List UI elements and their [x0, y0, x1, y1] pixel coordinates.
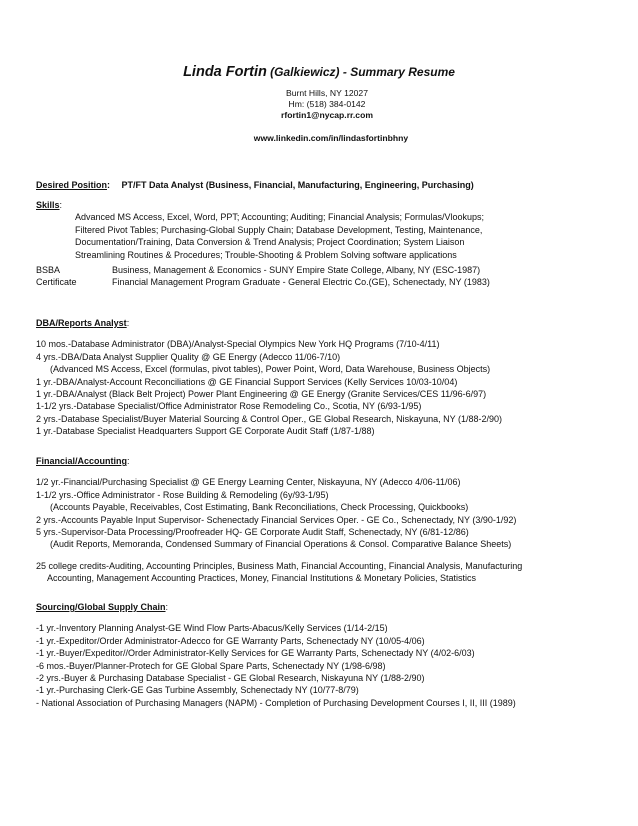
dba-section: [36, 317, 626, 438]
financial-line: 5 yrs.-Supervisor-Data Processing/Proofreader HQ- GE Corporate Audit Staff, Schenectady, NY (6/81-12/86): [36, 527, 469, 538]
financial-line: 1/2 yr.-Financial/Purchasing Specialist @ GE Energy Learning Center, Niskayuna, NY (Adecco 4/06-11/06): [36, 477, 461, 488]
dba-colon: :: [126, 318, 130, 328]
sourcing-line: -1 yr.-Expeditor/Order Administrator-Adecco for GE Warranty Parts, Schenectady NY (10/05-4/06): [36, 635, 425, 646]
education-degree: BSBA: [36, 265, 61, 275]
dba-line: 1 yr.-Database Specialist Headquarters Support GE Corporate Audit Staff (1/87-1/88): [36, 426, 375, 437]
financial-section: [36, 455, 626, 585]
candidate-name: Linda Fortin: [183, 64, 267, 80]
skills-line: Filtered Pivot Tables; Purchasing-Global Supply Chain; Database Development, Testing, Maintenance,: [75, 224, 483, 235]
sourcing-line: -1 yr.-Buyer/Expeditor//Order Administrator-Kelly Services for GE Warranty Parts, Schenectady NY (4/02-6/03): [36, 648, 475, 659]
financial-line: 2 yrs.-Accounts Payable Input Supervisor- Schenectady Financial Services Oper. - GE Co., Schenectady, NY (3/90-1/92): [36, 514, 517, 525]
skills-heading: Skills: [36, 200, 60, 210]
education-row: [36, 264, 626, 276]
financial-colon: :: [127, 456, 130, 466]
dba-line: 10 mos.-Database Administrator (DBA)/Analyst-Special Olympics New York HQ Programs (7/10-4/11): [36, 339, 440, 350]
skills-line: Documentation/Training, Data Conversion & Trend Analysis; Project Coordination; System Liaison: [75, 237, 465, 248]
dba-line: 4 yrs.-DBA/Data Analyst Supplier Quality @ GE Energy (Adecco 11/06-7/10): [36, 351, 341, 362]
sourcing-colon: :: [165, 602, 169, 612]
desired-position-value: PT/FT Data Analyst (Business, Financial, Manufacturing, Engineering, Purchasing): [121, 180, 474, 190]
sourcing-line: -6 mos.-Buyer/Planner-Protech for GE Global Spare Parts, Schenectady NY (1/98-6/98): [36, 660, 386, 671]
financial-line: 1-1/2 yrs.-Office Administrator - Rose Building & Remodeling (6y/93-1/95): [36, 489, 329, 500]
sourcing-line: -2 yrs.-Buyer & Purchasing Database Specialist - GE Global Research, Niskayuna NY (1/88-2/90): [36, 673, 425, 684]
dba-line: 1 yr.-DBA/Analyst-Account Reconciliations @ GE Financial Support Services (Kelly Services 10/03-10/04): [36, 376, 458, 387]
address-line: Burnt Hills, NY 12027: [285, 88, 368, 98]
phone-line: Hm: (518) 384-0142: [288, 99, 366, 109]
skills-colon: :: [59, 200, 63, 210]
education-detail: Financial Management Program Graduate - General Electric Co.(GE), Schenectady, NY (1983): [112, 277, 490, 288]
sourcing-section: [36, 601, 626, 709]
skills-line: Streamlining Routines & Procedures; Trouble-Shooting & Problem Solving software applications: [75, 249, 457, 260]
desired-position-colon: :: [107, 180, 111, 190]
desired-position-label: Desired Position: [36, 180, 108, 190]
financial-line: (Accounts Payable, Receivables, Cost Estimating, Bank Reconciliations, Check Processing, Quickbooks): [50, 502, 469, 513]
skills-section: [36, 199, 626, 261]
title-suffix: (Galkiewicz) - Summary Resume: [266, 65, 455, 79]
education-row: [36, 276, 626, 288]
credits-line: Accounting, Management Accounting Practices, Money, Financial Institutions & Monetary Policies, Statistics: [47, 573, 477, 584]
desired-position: [36, 179, 626, 191]
education-detail: Business, Management & Economics - SUNY Empire State College, Albany, NY (ESC-1987): [112, 265, 481, 275]
dba-heading: DBA/Reports Analyst: [36, 318, 127, 328]
credits-line: 25 college credits-Auditing, Accounting Principles, Business Math, Financial Accounting, Financial Analysis, Manufacturing: [36, 560, 523, 571]
sourcing-heading: Sourcing/Global Supply Chain: [36, 602, 166, 612]
sourcing-line: -1 yr.-Inventory Planning Analyst-GE Wind Flow Parts-Abacus/Kelly Services (1/14-2/15): [36, 623, 388, 634]
education-degree: Certificate: [36, 277, 77, 288]
sourcing-line: -1 yr.-Purchasing Clerk-GE Gas Turbine Assembly, Schenectady NY (10/77-8/79): [36, 685, 359, 696]
skills-line: Advanced MS Access, Excel, Word, PPT; Accounting; Auditing; Financial Analysis; Formulas/Vlookups;: [75, 212, 485, 223]
dba-line: 1 yr.-DBA/Analyst (Black Belt Project) Power Plant Engineering @ GE Energy (Granite Services/CES 11/96-6/97): [36, 389, 487, 400]
resume-title: [0, 66, 638, 79]
financial-line: (Audit Reports, Memoranda, Condensed Summary of Financial Operations & Consol. Comparative Balance Sheets): [50, 539, 512, 550]
linkedin-link[interactable]: www.linkedin.com/in/lindasfortinbhny: [253, 133, 409, 143]
education-section: [36, 264, 626, 289]
sourcing-line: - National Association of Purchasing Managers (NAPM) - Completion of Purchasing Development Courses I, II, III (1989): [36, 697, 516, 708]
email-line: rfortin1@nycap.rr.com: [281, 110, 373, 120]
dba-line: 2 yrs.-Database Specialist/Buyer Material Sourcing & Control Oper., GE Global Research, Niskayuna, NY (1/88-2/90): [36, 413, 503, 424]
dba-line: (Advanced MS Access, Excel (formulas, pivot tables), Power Point, Word, Data Warehouse, Business Objects): [50, 364, 491, 375]
dba-line: 1-1/2 yrs.-Database Specialist/Office Administrator Rose Remodeling Co., Scotia, NY (6/93-1/95): [36, 401, 422, 412]
financial-heading: Financial/Accounting: [36, 456, 128, 466]
